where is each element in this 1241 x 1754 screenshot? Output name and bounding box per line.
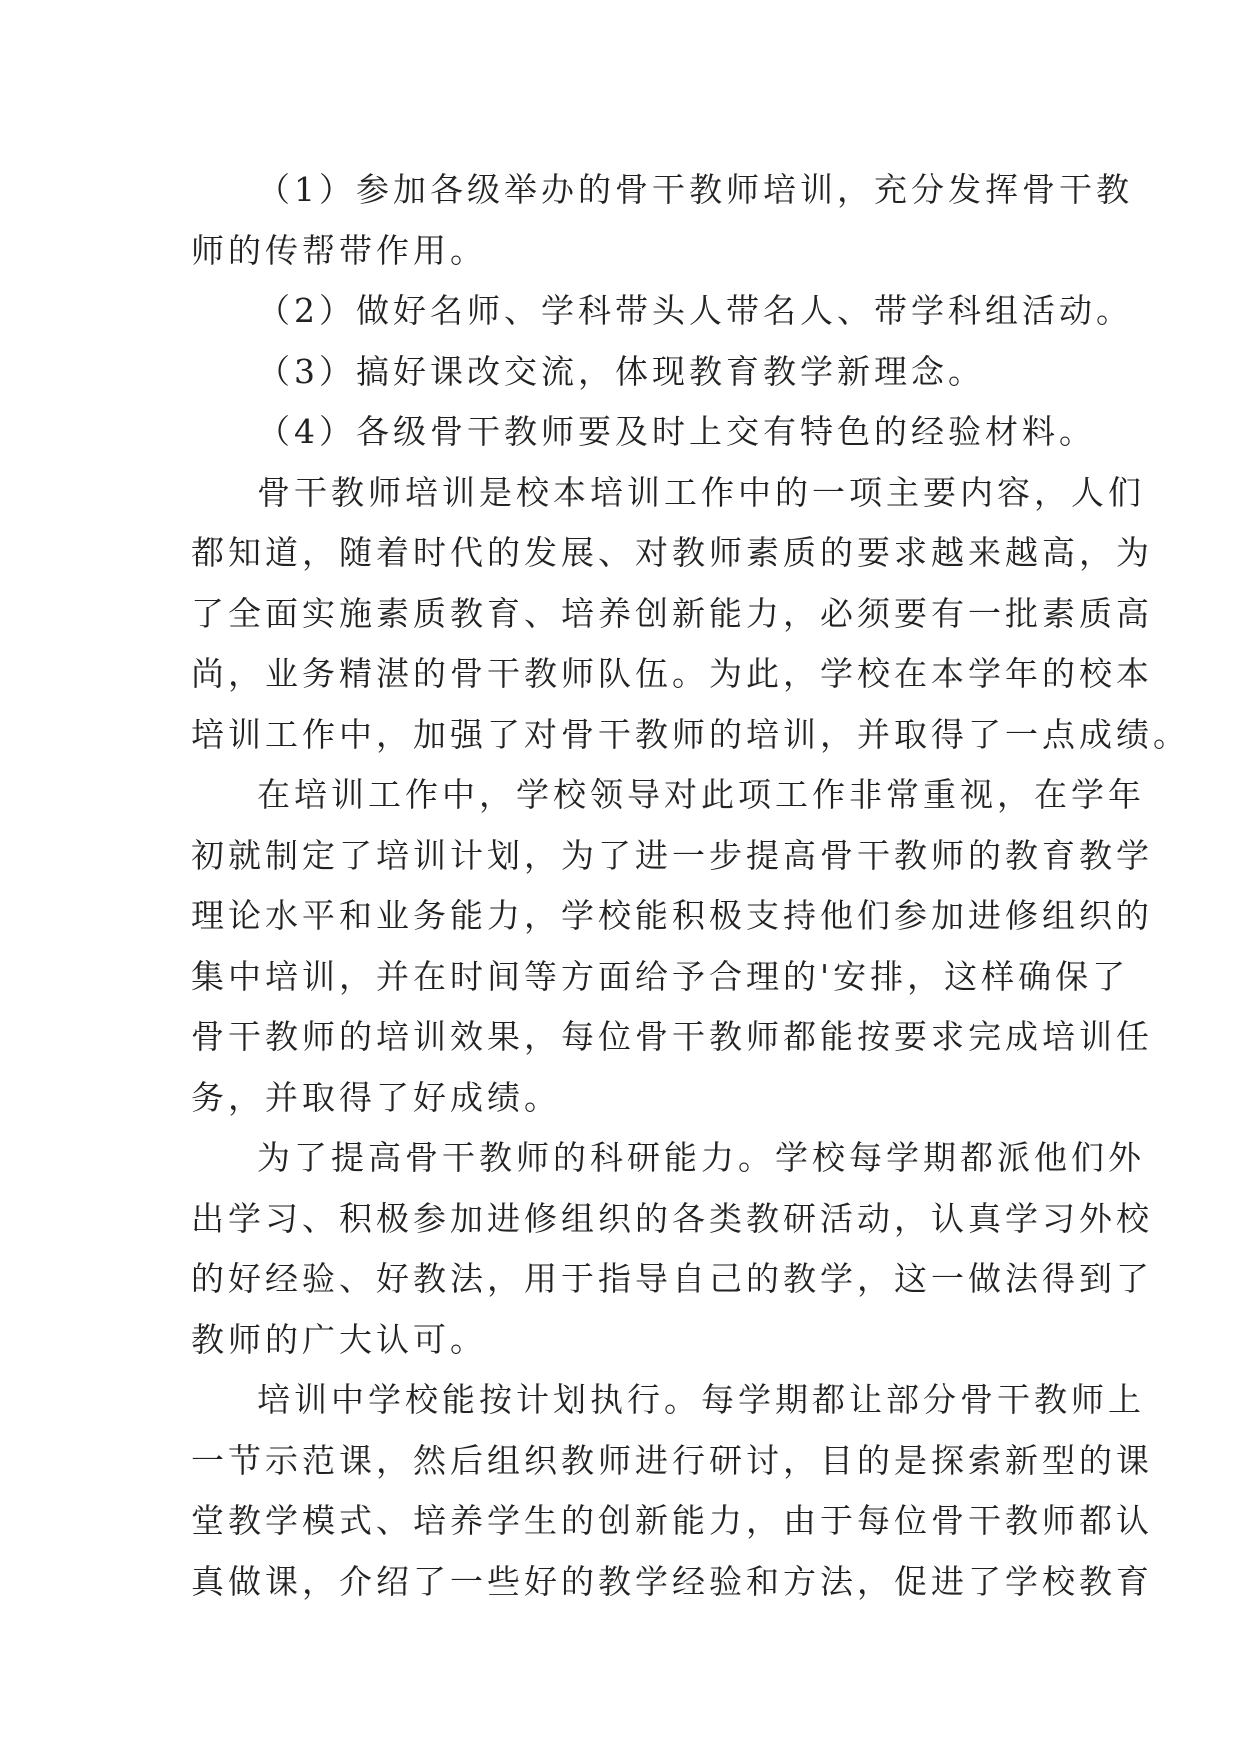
text-line: （4）各级骨干教师要及时上交有特色的经验材料。 (257, 412, 1096, 451)
list-item-2 (191, 281, 1133, 342)
text-line: 集中培训，并在时间等方面给予合理的'安排，这样确保了 (191, 956, 1130, 996)
text-line: 骨干教师培训是校本培训工作中的一项主要内容，人们 (257, 472, 1145, 512)
text-line: 为了提高骨干教师的科研能力。学校每学期都派他们外 (257, 1138, 1145, 1177)
text-line: （3）搞好课改交流，体现教育教学新理念。 (257, 351, 985, 391)
document-body (191, 160, 1190, 1612)
text-line: 师的传帮带作用。 (191, 230, 487, 270)
text-line: 出学习、积极参加进修组织的各类教研活动，认真学习外校 (191, 1198, 1153, 1238)
text-line: （2）做好名师、学科带头人带名人、带学科组活动。 (257, 291, 1133, 330)
text-line: 骨干教师的培训效果，每位骨干教师都能按要求完成培训任 (191, 1017, 1153, 1056)
text-line: 理论水平和业务能力，学校能积极支持他们参加进修组织的 (191, 896, 1153, 935)
paragraph-research (191, 1128, 1153, 1370)
paragraph-demo-class (191, 1370, 1153, 1612)
paragraph-backbone-training (191, 463, 1190, 766)
text-line: 务，并取得了好成绩。 (191, 1077, 561, 1117)
text-line: 真做课，介绍了一些好的教学经验和方法，促进了学校教育 (191, 1561, 1153, 1601)
text-line: 教师的广大认可。 (191, 1319, 487, 1359)
text-line: （1）参加各级举办的骨干教师培训，充分发挥骨干教 (257, 170, 1133, 209)
text-line: 尚，业务精湛的骨干教师队伍。为此，学校在本学年的校本 (191, 654, 1153, 693)
text-line: 初就制定了培训计划，为了进一步提高骨干教师的教育教学 (191, 835, 1153, 875)
text-line: 堂教学模式、培养学生的创新能力，由于每位骨干教师都认 (191, 1501, 1153, 1540)
paragraph-leadership (191, 765, 1153, 1128)
text-line: 了全面实施素质教育、培养创新能力，必须要有一批素质高 (191, 593, 1153, 633)
text-line: 一节示范课，然后组织教师进行研讨，目的是探索新型的课 (191, 1440, 1153, 1480)
list-item-3 (191, 342, 1051, 403)
text-line: 培训中学校能按计划执行。每学期都让部分骨干教师上 (257, 1380, 1145, 1419)
list-item-1 (191, 160, 1133, 281)
text-line: 都知道，随着时代的发展、对教师素质的要求越来越高，为 (191, 533, 1153, 572)
text-line: 在培训工作中，学校领导对此项工作非常重视，在学年 (257, 775, 1145, 814)
text-line: 培训工作中，加强了对骨干教师的培训，并取得了一点成绩。 (191, 714, 1190, 754)
text-line: 的好经验、好教法，用于指导自己的教学，这一做法得到了 (191, 1259, 1153, 1298)
list-item-4 (191, 402, 1096, 463)
